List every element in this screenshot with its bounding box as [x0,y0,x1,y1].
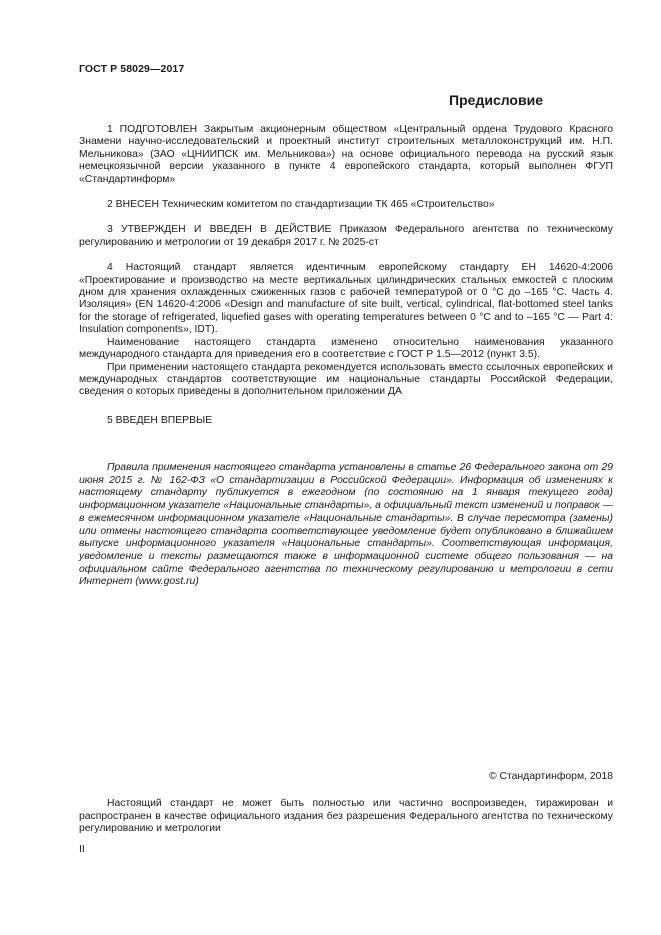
foreword-body [79,124,613,427]
reproduction-notice: Настоящий стандарт не может быть полностью или частично воспроизведен, тиражирован и распространен в качестве официального издания без разрешения Федерального агентства по техническому регулированию и метрологии [79,798,613,835]
reproduction-notice-block [79,798,613,836]
page-number: II [79,844,85,855]
copyright: © Стандартинформ, 2018 [488,771,613,782]
paragraph-approved: 3 УТВЕРЖДЕН И ВВЕДЕН В ДЕЙСТВИЕ Приказом Федерального агентства по техническому регулированию и метрологии от 19 декабря 2017 г. № 2025-ст [79,224,613,248]
paragraph-name-changed: Наименование настоящего стандарта изменено относительно наименования указанного международного стандарта для приведения его в соответствие с ГОСТ Р 1.5—2012 (пункт 3.5). [79,336,613,361]
page-title-text: Предисловие [449,92,543,108]
paragraph-first-introduced: 5 ВВЕДЕН ВПЕРВЫЕ [107,414,213,426]
document-code: ГОСТ Р 58029—2017 [79,63,185,75]
rules-notice-block [79,462,613,589]
paragraph-application: При применении настоящего стандарта рекомендуется использовать вместо ссылочных европейских и международных стандартов соответствующие им национальные стандарты Российской Федерации, сведения о которых приведены в дополнительном приложении ДА [79,361,613,398]
paragraph-identical: 4 Настоящий стандарт является идентичным европейскому стандарту ЕН 14620-4:2006 «Проектирование и производство на месте вертикальных цилиндрических стальных емкостей с плоским дном для хранения охлажденных сжиженных газов с рабочей температурой от 0 °С до –165 °С. Часть 4. Изоляция» (EN 14620-4:2006 «Design and manufacture of site built, vertical, cylindrical, flat-bottomed steel tanks for the storage of refrigerated, liquefied gases with operating temperatures between 0 °C and to –165 °C — Part 4: Insulation components», IDT). [79,262,613,336]
paragraph-prepared: 1 ПОДГОТОВЛЕН Закрытым акционерным обществом «Центральный ордена Трудового Красного Знамени научно-исследовательский и проектный институт строительных металлоконструкций им. Н.П. Мельникова» (ЗАО «ЦНИИПСК им. Мельникова») на основе официального перевода на русский язык немецкоязычной версии указанного в пункте 4 европейского стандарта, который выполнен ФГУП «Стандартинформ» [79,124,613,185]
paragraph-introduced: 2 ВНЕСЕН Техническим комитетом по стандартизации ТК 465 «Строительство» [107,199,495,211]
rules-notice: Правила применения настоящего стандарта установлены в статье 26 Федерального закона от 29 июня 2015 г. № 162-ФЗ «О стандартизации в Российской Федерации». Информация об изменениях к настоящему стандарту публикуется в ежегодном (по состоянию на 1 января текущего года) информационном указателе «Национальные стандарты», а официальный текст изменений и поправок — в ежемесячном информационном указателе «Национальные стандарты». В случае пересмотра (замены) или отмены настоящего стандарта соответствующее уведомление будет опубликовано в ближайшем выпуске информационного указателя «Национальные стандарты». Соответствующая информация, уведомление и тексты размещаются также в информационной системе общего пользования — на официальном сайте Федерального агентства по техническому регулированию и метрологии в сети Интернет (www.gost.ru) [79,462,613,588]
page-title [79,92,613,108]
